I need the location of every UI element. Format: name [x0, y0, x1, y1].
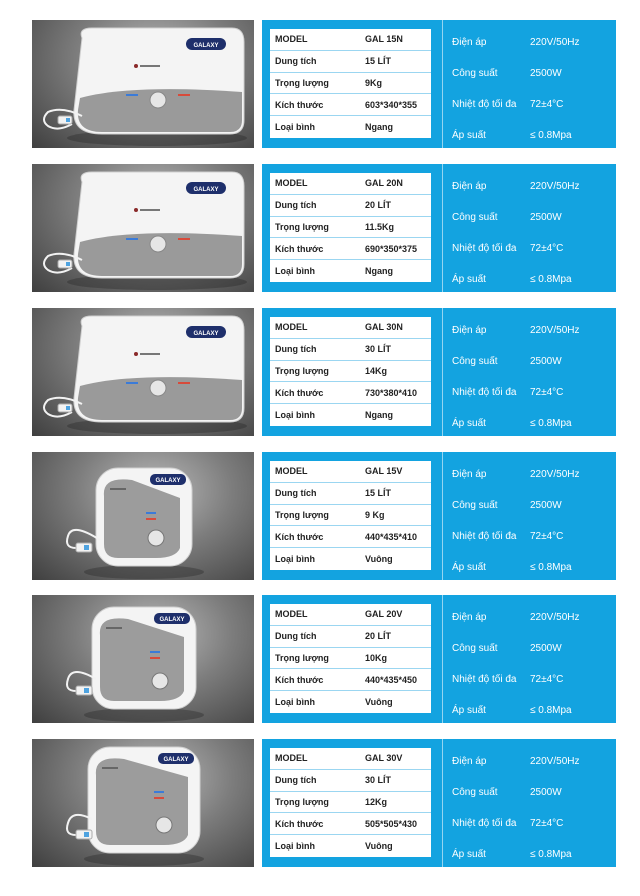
electrical-row: [452, 602, 612, 633]
electrical-label: Nhiệt độ tối đa: [452, 387, 517, 398]
spec-row: [270, 339, 431, 361]
spec-panel: [262, 308, 616, 436]
electrical-value: 72±4°C: [530, 99, 564, 110]
electrical-value: 2500W: [530, 500, 562, 511]
electrical-row: [452, 58, 612, 89]
spec-row: [270, 116, 431, 138]
spec-value: Ngang: [365, 266, 393, 277]
spec-table: [270, 461, 431, 570]
electrical-label: Điện áp: [452, 612, 487, 623]
electrical-value: ≤ 0.8Mpa: [530, 274, 572, 285]
spec-table: [270, 748, 431, 857]
spec-label: MODEL: [275, 753, 308, 764]
spec-label: MODEL: [275, 322, 308, 333]
spec-row: [270, 51, 431, 73]
dial-knob: [150, 236, 166, 252]
brand-badge-text: GALAXY: [193, 43, 219, 49]
electrical-value: 220V/50Hz: [530, 37, 580, 48]
spec-value: Vuông: [365, 697, 393, 708]
spec-row: [270, 94, 431, 116]
brand-badge-text: GALAXY: [193, 331, 219, 337]
spec-label: Dung tích: [275, 631, 317, 642]
water-heater-illustration: [96, 468, 192, 566]
spec-label: Loại bình: [275, 697, 315, 708]
product-photo: [32, 308, 254, 436]
spec-value: 12Kg: [365, 796, 388, 807]
dial-knob: [152, 673, 168, 689]
electrical-specs: [452, 746, 612, 870]
electrical-row: [452, 171, 612, 202]
electrical-specs: [452, 171, 612, 295]
electrical-label: Nhiệt độ tối đa: [452, 674, 517, 685]
electrical-value: ≤ 0.8Mpa: [530, 849, 572, 860]
spec-row: [270, 217, 431, 239]
spec-row: [270, 792, 431, 814]
spec-value: 15 LÍT: [365, 488, 392, 499]
spec-row: [270, 404, 431, 426]
electrical-label: Áp suất: [452, 562, 486, 573]
spec-label: Dung tích: [275, 488, 317, 499]
product-image: [32, 308, 254, 436]
spec-label: Kích thước: [275, 674, 324, 685]
electrical-value: 220V/50Hz: [530, 756, 580, 767]
dial-knob: [148, 530, 164, 546]
spec-table: [270, 173, 431, 282]
electrical-row: [452, 202, 612, 233]
dial-knob: [150, 380, 166, 396]
electrical-label: Nhiệt độ tối đa: [452, 243, 517, 254]
water-heater-illustration: [74, 28, 244, 134]
product-photo: [32, 164, 254, 292]
spec-value: 440*435*410: [365, 531, 418, 542]
panel-divider: [442, 20, 443, 148]
spec-value: GAL 20V: [365, 609, 403, 620]
spec-panel: [262, 164, 616, 292]
product-photo: [32, 595, 254, 723]
electrical-label: Nhiệt độ tối đa: [452, 99, 517, 110]
electrical-label: Công suất: [452, 500, 498, 511]
spec-value: GAL 20N: [365, 178, 403, 189]
spec-row: [270, 813, 431, 835]
spec-label: Loại bình: [275, 841, 315, 852]
electrical-value: 2500W: [530, 787, 562, 798]
electrical-value: 220V/50Hz: [530, 181, 580, 192]
water-heater-illustration: [74, 316, 244, 422]
electrical-row: [452, 839, 612, 870]
product-image: [32, 595, 254, 723]
spec-row: [270, 691, 431, 713]
electrical-row: [452, 633, 612, 664]
brand-badge-text: GALAXY: [193, 187, 219, 193]
spec-label: Kích thước: [275, 818, 324, 829]
spec-value: 9 Kg: [365, 509, 385, 520]
electrical-value: 220V/50Hz: [530, 325, 580, 336]
spec-row: [270, 73, 431, 95]
electrical-specs: [452, 315, 612, 439]
spec-value: 10Kg: [365, 652, 388, 663]
spec-label: Trọng lượng: [275, 796, 329, 807]
electrical-value: 2500W: [530, 643, 562, 654]
spec-row: [270, 548, 431, 570]
electrical-value: 2500W: [530, 356, 562, 367]
electrical-row: [452, 746, 612, 777]
product-photo: [32, 739, 254, 867]
electrical-value: ≤ 0.8Mpa: [530, 705, 572, 716]
spec-table: [270, 604, 431, 713]
spec-label: MODEL: [275, 466, 308, 477]
electrical-value: 220V/50Hz: [530, 469, 580, 480]
product-image: [32, 164, 254, 292]
spec-panel: [262, 20, 616, 148]
spec-label: Dung tích: [275, 344, 317, 355]
panel-divider: [442, 164, 443, 292]
spec-value: 690*350*375: [365, 243, 418, 254]
spec-row: [270, 835, 431, 857]
electrical-label: Áp suất: [452, 705, 486, 716]
spec-row: [270, 604, 431, 626]
spec-label: Dung tích: [275, 200, 317, 211]
spec-label: Loại bình: [275, 410, 315, 421]
spec-row: [270, 29, 431, 51]
product-row: [0, 735, 640, 871]
electrical-label: Điện áp: [452, 756, 487, 767]
electrical-label: Áp suất: [452, 849, 486, 860]
spec-row: [270, 626, 431, 648]
electrical-value: 72±4°C: [530, 243, 564, 254]
dial-knob: [150, 92, 166, 108]
spec-label: MODEL: [275, 609, 308, 620]
product-photo: [32, 20, 254, 148]
spec-label: Dung tích: [275, 56, 317, 67]
power-cord: [67, 530, 100, 552]
electrical-row: [452, 552, 612, 583]
product-row: [0, 448, 640, 584]
electrical-row: [452, 459, 612, 490]
electrical-label: Áp suất: [452, 130, 486, 141]
spec-value: 30 LÍT: [365, 344, 392, 355]
electrical-row: [452, 808, 612, 839]
water-heater-illustration: [88, 747, 200, 853]
spec-value: 20 LÍT: [365, 200, 392, 211]
spec-value: 11.5Kg: [365, 221, 395, 232]
electrical-label: Nhiệt độ tối đa: [452, 531, 517, 542]
electrical-row: [452, 346, 612, 377]
electrical-row: [452, 264, 612, 295]
panel-divider: [442, 595, 443, 723]
electrical-label: Điện áp: [452, 325, 487, 336]
spec-value: Vuông: [365, 554, 393, 565]
spec-row: [270, 505, 431, 527]
electrical-label: Công suất: [452, 212, 498, 223]
spec-label: Kích thước: [275, 243, 324, 254]
spec-value: Ngang: [365, 410, 393, 421]
water-heater-illustration: [74, 172, 244, 278]
spec-value: 15 LÍT: [365, 56, 392, 67]
product-photo: [32, 452, 254, 580]
spec-label: Kích thước: [275, 387, 324, 398]
electrical-row: [452, 521, 612, 552]
brand-badge-text: GALAXY: [155, 478, 181, 484]
spec-row: [270, 483, 431, 505]
spec-value: 730*380*410: [365, 387, 418, 398]
spec-row: [270, 461, 431, 483]
electrical-specs: [452, 602, 612, 726]
electrical-label: Công suất: [452, 356, 498, 367]
spec-row: [270, 382, 431, 404]
dial-knob: [156, 817, 172, 833]
spec-value: 30 LÍT: [365, 775, 392, 786]
spec-value: 9Kg: [365, 77, 383, 88]
electrical-value: ≤ 0.8Mpa: [530, 418, 572, 429]
spec-label: Dung tích: [275, 775, 317, 786]
electrical-value: 220V/50Hz: [530, 612, 580, 623]
electrical-value: 72±4°C: [530, 674, 564, 685]
spec-value: Vuông: [365, 841, 393, 852]
product-image: [32, 20, 254, 148]
spec-label: Loại bình: [275, 122, 315, 133]
electrical-specs: [452, 459, 612, 583]
spec-label: Trọng lượng: [275, 77, 329, 88]
electrical-row: [452, 89, 612, 120]
spec-value: GAL 15V: [365, 466, 403, 477]
spec-row: [270, 317, 431, 339]
product-row: [0, 591, 640, 727]
electrical-label: Điện áp: [452, 37, 487, 48]
spec-row: [270, 195, 431, 217]
electrical-row: [452, 233, 612, 264]
spec-row: [270, 770, 431, 792]
electrical-label: Nhiệt độ tối đa: [452, 818, 517, 829]
spec-value: 14Kg: [365, 365, 388, 376]
spec-value: GAL 15N: [365, 34, 403, 45]
spec-value: 440*435*450: [365, 674, 418, 685]
spec-value: 603*340*355: [365, 99, 418, 110]
electrical-label: Áp suất: [452, 418, 486, 429]
electrical-value: 72±4°C: [530, 531, 564, 542]
electrical-row: [452, 120, 612, 151]
electrical-value: 2500W: [530, 212, 562, 223]
spec-label: MODEL: [275, 178, 308, 189]
spec-label: Loại bình: [275, 554, 315, 565]
panel-divider: [442, 739, 443, 867]
spec-panel: [262, 595, 616, 723]
spec-row: [270, 526, 431, 548]
product-image: [32, 739, 254, 867]
electrical-row: [452, 27, 612, 58]
electrical-label: Điện áp: [452, 469, 487, 480]
panel-divider: [442, 452, 443, 580]
electrical-label: Công suất: [452, 643, 498, 654]
electrical-row: [452, 664, 612, 695]
electrical-value: 72±4°C: [530, 387, 564, 398]
panel-divider: [442, 308, 443, 436]
electrical-label: Công suất: [452, 68, 498, 79]
spec-label: Trọng lượng: [275, 365, 329, 376]
spec-row: [270, 361, 431, 383]
electrical-row: [452, 377, 612, 408]
spec-table: [270, 317, 431, 426]
spec-panel: [262, 739, 616, 867]
spec-label: MODEL: [275, 34, 308, 45]
spec-label: Trọng lượng: [275, 509, 329, 520]
spec-value: GAL 30V: [365, 753, 403, 764]
spec-panel: [262, 452, 616, 580]
spec-value: Ngang: [365, 122, 393, 133]
electrical-label: Điện áp: [452, 181, 487, 192]
brand-badge-text: GALAXY: [159, 617, 185, 623]
electrical-row: [452, 315, 612, 346]
spec-label: Kích thước: [275, 531, 324, 542]
spec-label: Trọng lượng: [275, 652, 329, 663]
spec-row: [270, 260, 431, 282]
electrical-value: ≤ 0.8Mpa: [530, 562, 572, 573]
spec-label: Trọng lượng: [275, 221, 329, 232]
electrical-specs: [452, 27, 612, 151]
electrical-row: [452, 490, 612, 521]
product-image: [32, 452, 254, 580]
spec-value: GAL 30N: [365, 322, 403, 333]
electrical-row: [452, 408, 612, 439]
electrical-value: 2500W: [530, 68, 562, 79]
electrical-label: Áp suất: [452, 274, 486, 285]
spec-row: [270, 648, 431, 670]
spec-table: [270, 29, 431, 138]
spec-value: 20 LÍT: [365, 631, 392, 642]
brand-badge-text: GALAXY: [163, 757, 189, 763]
electrical-value: ≤ 0.8Mpa: [530, 130, 572, 141]
product-row: [0, 16, 640, 152]
electrical-label: Công suất: [452, 787, 498, 798]
spec-label: Kích thước: [275, 99, 324, 110]
spec-row: [270, 748, 431, 770]
product-row: [0, 160, 640, 296]
electrical-row: [452, 695, 612, 726]
electrical-value: 72±4°C: [530, 818, 564, 829]
spec-row: [270, 669, 431, 691]
spec-label: Loại bình: [275, 266, 315, 277]
spec-row: [270, 238, 431, 260]
spec-row: [270, 173, 431, 195]
product-row: [0, 304, 640, 440]
spec-value: 505*505*430: [365, 818, 418, 829]
electrical-row: [452, 777, 612, 808]
water-heater-illustration: [92, 607, 196, 709]
